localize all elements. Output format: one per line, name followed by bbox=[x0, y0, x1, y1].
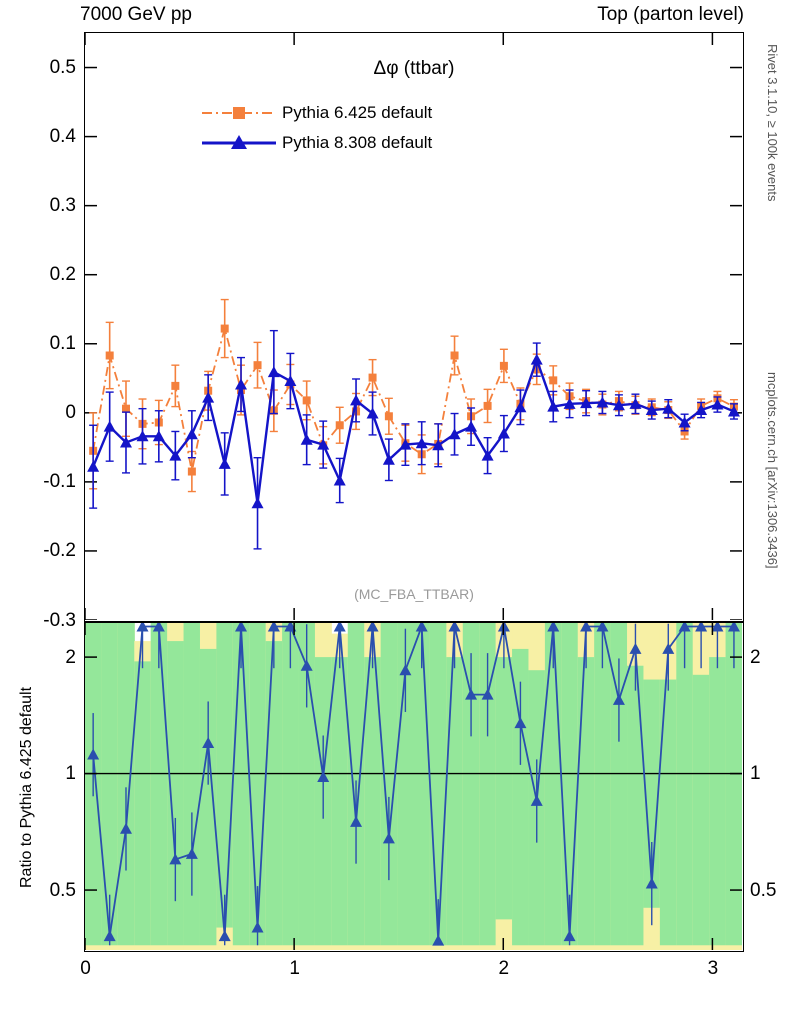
legend-marker-pythia8 bbox=[200, 130, 278, 156]
ratio-ytick-label: 1 bbox=[65, 763, 76, 785]
ratio-xtick-label: 2 bbox=[498, 958, 510, 979]
analysis-watermark: (MC_FBA_TTBAR) bbox=[354, 586, 474, 602]
legend-entry-pythia8 bbox=[200, 130, 433, 160]
ratio-ytick-label-right: 0.5 bbox=[750, 879, 777, 901]
ratio-xtick-label: 1 bbox=[289, 958, 300, 979]
ratio-ytick-label: 0.5 bbox=[49, 879, 76, 901]
rivet-version-label: Rivet 3.1.10, ≥ 100k events bbox=[765, 44, 780, 202]
header-left-label: 7000 GeV pp bbox=[80, 4, 192, 25]
ratio-ytick-label-right: 2 bbox=[750, 646, 761, 668]
ratio-ytick-label-right: 1 bbox=[750, 763, 761, 785]
main-ytick-label: 0.5 bbox=[49, 57, 76, 79]
main-ytick-label: 0.3 bbox=[49, 195, 76, 217]
ratio-ytick-label: 2 bbox=[65, 646, 76, 668]
legend-marker-pythia6 bbox=[200, 100, 278, 126]
ratio-plot-canvas bbox=[85, 623, 742, 950]
main-ytick-label: 0.4 bbox=[49, 126, 76, 148]
legend-entry-pythia6 bbox=[200, 100, 433, 130]
main-ytick-label: -0.3 bbox=[43, 609, 76, 631]
ratio-axis-label: Ratio to Pythia 6.425 default bbox=[18, 686, 35, 888]
header-right-label: Top (parton level) bbox=[597, 4, 744, 25]
main-ytick-label: 0.1 bbox=[49, 333, 76, 355]
ratio-plot-panel bbox=[84, 622, 744, 952]
main-ytick-label: 0.2 bbox=[49, 264, 76, 286]
main-ytick-label: -0.2 bbox=[43, 540, 76, 562]
legend bbox=[200, 100, 433, 160]
ratio-xtick-label: 0 bbox=[80, 958, 91, 979]
legend-label-pythia6: Pythia 6.425 default bbox=[282, 103, 433, 122]
main-ytick-label: -0.1 bbox=[43, 471, 76, 493]
legend-label-pythia8: Pythia 8.308 default bbox=[282, 133, 433, 152]
ratio-xtick-label: 3 bbox=[707, 958, 719, 979]
mcplots-reference-label: mcplots.cern.ch [arXiv:1306.3436] bbox=[765, 372, 780, 569]
plot-title: Δφ (ttbar) bbox=[373, 58, 455, 79]
main-ytick-label: 0 bbox=[65, 402, 76, 424]
